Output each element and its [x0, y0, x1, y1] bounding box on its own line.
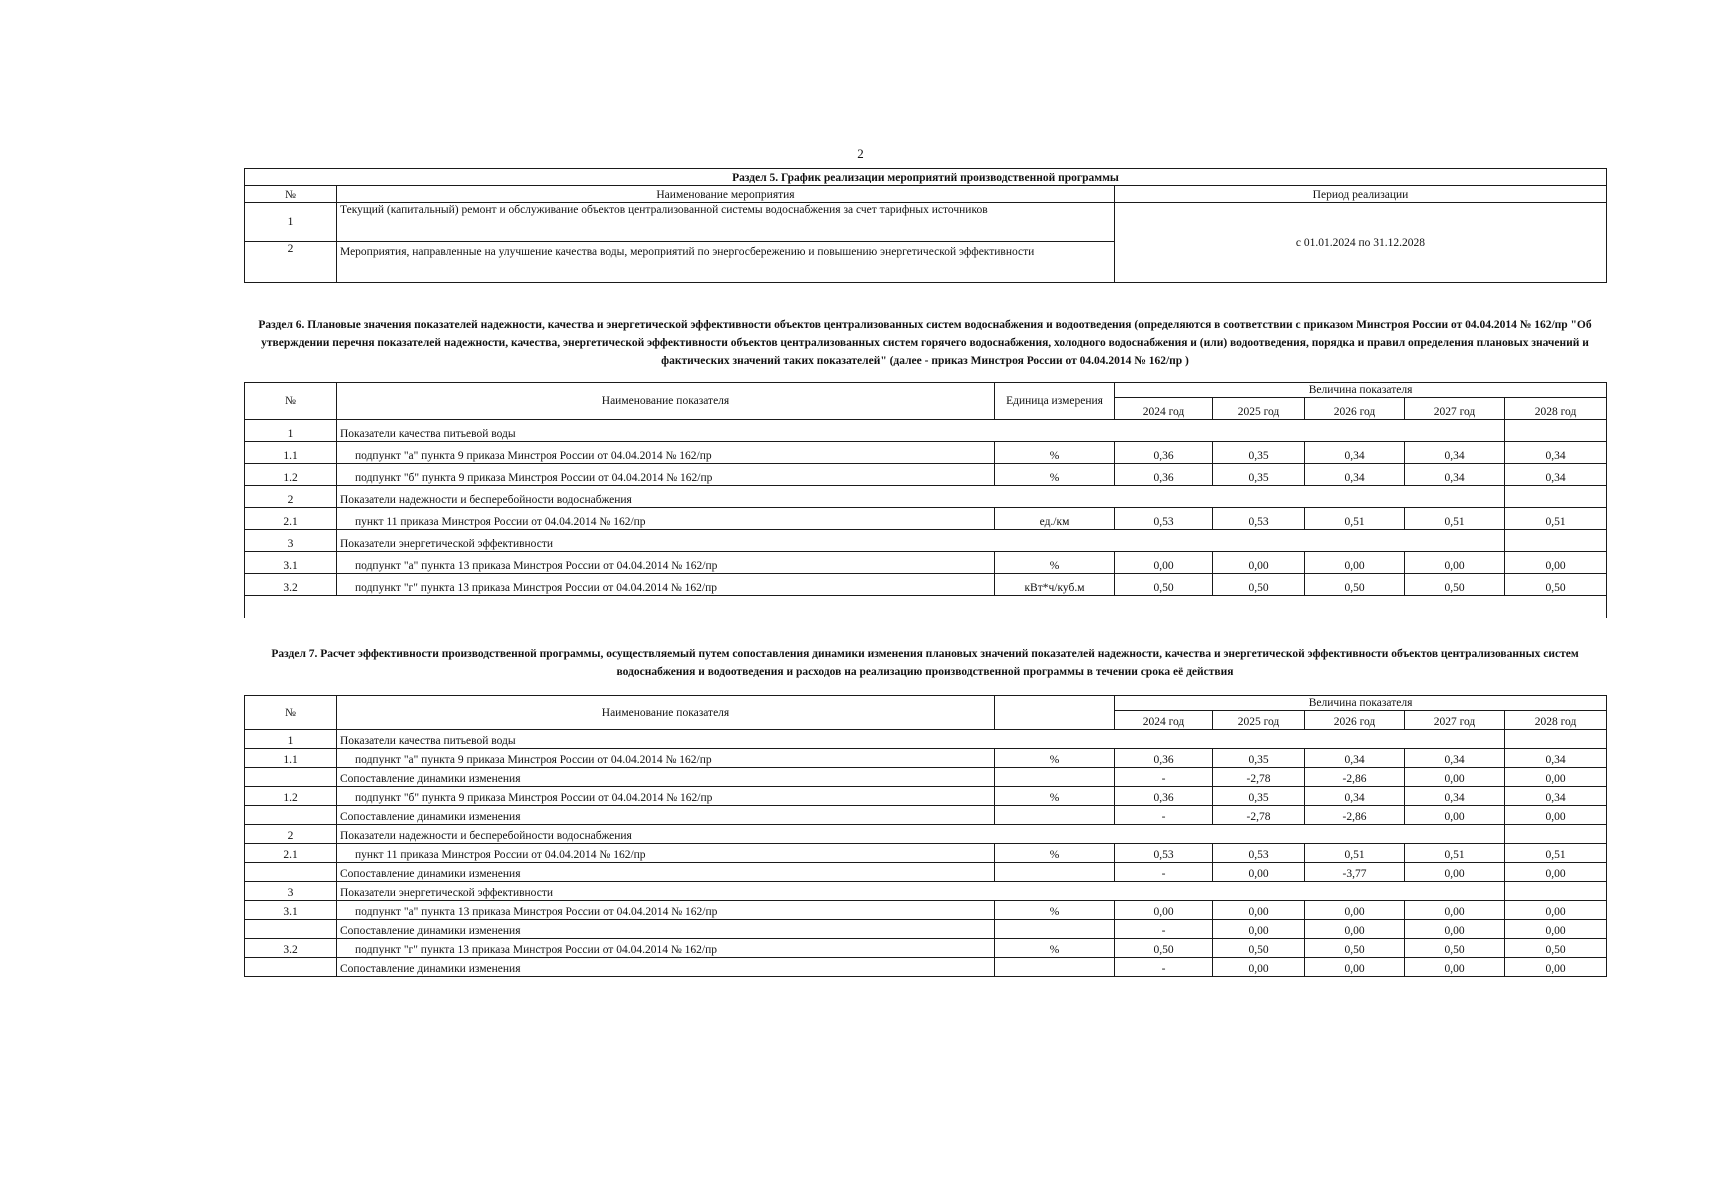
value-cell: -2,86 [1305, 806, 1405, 825]
row-number: 1.1 [245, 442, 337, 464]
section5-period: с 01.01.2024 по 31.12.2028 [1115, 203, 1607, 283]
value-cell: 0,00 [1213, 552, 1305, 574]
value-cell: 0,50 [1115, 939, 1213, 958]
value-cell: 0,00 [1305, 958, 1405, 977]
group-title: Показатели надежности и бесперебойности водоснабжения [337, 825, 1505, 844]
section6-col-num: № [245, 383, 337, 420]
section5-row-num: 2 [245, 242, 337, 283]
section7-year: 2028 год [1505, 711, 1607, 730]
section6-spacer [245, 596, 1607, 619]
unit-cell [995, 920, 1115, 939]
value-cell: -3,77 [1305, 863, 1405, 882]
unit-cell: % [995, 442, 1115, 464]
table-row [245, 863, 1607, 882]
value-cell: 0,00 [1405, 552, 1505, 574]
unit-cell [995, 806, 1115, 825]
page-number: 2 [857, 146, 864, 161]
row-number: 3 [245, 882, 337, 901]
table-row [245, 806, 1607, 825]
group-title: Показатели качества питьевой воды [337, 730, 1505, 749]
section7-title: Раздел 7. Расчет эффективности производственной программы, осуществляемый путем сопоставления динамики изменения плановых значений показателей надежности, качества и энергетической эффективности объектов централизованных систем водоснабжения и водоотведения и расходов на реализацию производственной программы в течении срока её действия [271, 648, 1579, 678]
empty-cell [1505, 730, 1607, 749]
value-cell: 0,35 [1213, 464, 1305, 486]
section6-col-value: Величина показателя [1115, 383, 1607, 398]
value-cell: 0,00 [1505, 958, 1607, 977]
table-row [245, 486, 1607, 508]
indicator-name: подпункт "г" пункта 13 приказа Минстроя России от 04.04.2014 № 162/пр [337, 574, 995, 596]
row-number: 1.2 [245, 464, 337, 486]
unit-cell: % [995, 787, 1115, 806]
value-cell: 0,00 [1505, 901, 1607, 920]
value-cell: 0,34 [1305, 464, 1405, 486]
unit-cell: % [995, 464, 1115, 486]
value-cell: 0,50 [1405, 574, 1505, 596]
value-cell: 0,34 [1405, 787, 1505, 806]
section7-body [245, 730, 1607, 977]
row-number: 3.2 [245, 939, 337, 958]
value-cell: 0,50 [1405, 939, 1505, 958]
value-cell: 0,00 [1305, 552, 1405, 574]
section5-table [244, 168, 1607, 283]
group-title: Показатели энергетической эффективности [337, 530, 1505, 552]
section5-row-num: 1 [245, 203, 337, 242]
table-row [245, 574, 1607, 596]
value-cell: 0,34 [1505, 442, 1607, 464]
unit-cell: % [995, 749, 1115, 768]
table-row [245, 420, 1607, 442]
row-number: 1 [245, 730, 337, 749]
value-cell: 0,35 [1213, 787, 1305, 806]
empty-cell [1505, 530, 1607, 552]
unit-cell: кВт*ч/куб.м [995, 574, 1115, 596]
table-row [245, 552, 1607, 574]
indicator-name: Сопоставление динамики изменения [337, 863, 995, 882]
value-cell: 0,00 [1213, 863, 1305, 882]
empty-cell [1505, 825, 1607, 844]
row-number: 3.1 [245, 901, 337, 920]
value-cell: 0,34 [1305, 442, 1405, 464]
section6-year: 2025 год [1213, 398, 1305, 420]
value-cell: 0,34 [1405, 749, 1505, 768]
value-cell: 0,35 [1213, 442, 1305, 464]
section7-table [244, 695, 1607, 977]
section7-col-value: Величина показателя [1115, 696, 1607, 711]
indicator-name: Сопоставление динамики изменения [337, 958, 995, 977]
row-number: 2 [245, 825, 337, 844]
value-cell: 0,50 [1305, 574, 1405, 596]
table-row [245, 901, 1607, 920]
value-cell: 0,00 [1405, 958, 1505, 977]
value-cell: 0,51 [1405, 844, 1505, 863]
value-cell: 0,36 [1115, 787, 1213, 806]
value-cell: 0,50 [1213, 574, 1305, 596]
section5-col-num: № [245, 186, 337, 203]
indicator-name: подпункт "а" пункта 9 приказа Минстроя России от 04.04.2014 № 162/пр [337, 442, 995, 464]
value-cell: 0,34 [1305, 787, 1405, 806]
value-cell: 0,51 [1505, 508, 1607, 530]
row-number: 2.1 [245, 844, 337, 863]
table-row [245, 530, 1607, 552]
unit-cell [995, 958, 1115, 977]
table-row [245, 939, 1607, 958]
value-cell: 0,00 [1505, 863, 1607, 882]
section7-year: 2024 год [1115, 711, 1213, 730]
indicator-name: подпункт "б" пункта 9 приказа Минстроя России от 04.04.2014 № 162/пр [337, 787, 995, 806]
table-row [245, 442, 1607, 464]
group-title: Показатели энергетической эффективности [337, 882, 1505, 901]
row-number: 3.1 [245, 552, 337, 574]
value-cell: 0,34 [1505, 749, 1607, 768]
table-row [245, 730, 1607, 749]
value-cell: 0,35 [1213, 749, 1305, 768]
table-row [245, 787, 1607, 806]
unit-cell: % [995, 939, 1115, 958]
value-cell: 0,34 [1405, 442, 1505, 464]
value-cell: 0,50 [1305, 939, 1405, 958]
row-number: 3.2 [245, 574, 337, 596]
value-cell: 0,00 [1405, 768, 1505, 787]
value-cell: 0,00 [1305, 901, 1405, 920]
row-number [245, 863, 337, 882]
value-cell: 0,51 [1505, 844, 1607, 863]
unit-cell: ед./км [995, 508, 1115, 530]
section5-row-name: Мероприятия, направленные на улучшение качества воды, мероприятий по энергосбережению и повышению энергетической эффективности [337, 242, 1115, 283]
section5-col-period: Период реализации [1115, 186, 1607, 203]
indicator-name: подпункт "а" пункта 9 приказа Минстроя России от 04.04.2014 № 162/пр [337, 749, 995, 768]
row-number: 1.1 [245, 749, 337, 768]
table-row [245, 882, 1607, 901]
value-cell: 0,00 [1405, 901, 1505, 920]
value-cell: 0,34 [1505, 787, 1607, 806]
value-cell: 0,53 [1213, 844, 1305, 863]
value-cell: - [1115, 768, 1213, 787]
section6-col-unit: Единица измерения [995, 383, 1115, 420]
value-cell: 0,36 [1115, 442, 1213, 464]
value-cell: 0,00 [1213, 901, 1305, 920]
value-cell: -2,78 [1213, 806, 1305, 825]
indicator-name: подпункт "б" пункта 9 приказа Минстроя России от 04.04.2014 № 162/пр [337, 464, 995, 486]
section5-col-name: Наименование мероприятия [337, 186, 1115, 203]
value-cell: 0,00 [1405, 806, 1505, 825]
value-cell: - [1115, 920, 1213, 939]
value-cell: 0,50 [1505, 574, 1607, 596]
value-cell: 0,50 [1213, 939, 1305, 958]
section6-col-name: Наименование показателя [337, 383, 995, 420]
section6-table [244, 382, 1607, 618]
value-cell: 0,51 [1305, 508, 1405, 530]
section5-title: Раздел 5. График реализации мероприятий производственной программы [245, 169, 1607, 186]
table-row [245, 844, 1607, 863]
value-cell: 0,50 [1505, 939, 1607, 958]
empty-cell [1505, 486, 1607, 508]
section7-year: 2026 год [1305, 711, 1405, 730]
empty-cell [1505, 882, 1607, 901]
value-cell: 0,53 [1115, 844, 1213, 863]
indicator-name: пункт 11 приказа Минстроя России от 04.04.2014 № 162/пр [337, 508, 995, 530]
value-cell: 0,00 [1405, 920, 1505, 939]
value-cell: 0,36 [1115, 464, 1213, 486]
indicator-name: подпункт "г" пункта 13 приказа Минстроя России от 04.04.2014 № 162/пр [337, 939, 995, 958]
indicator-name: подпункт "а" пункта 13 приказа Минстроя России от 04.04.2014 № 162/пр [337, 552, 995, 574]
value-cell: - [1115, 958, 1213, 977]
row-number [245, 806, 337, 825]
value-cell: 0,00 [1505, 768, 1607, 787]
section7-col-name: Наименование показателя [337, 696, 995, 730]
value-cell: 0,36 [1115, 749, 1213, 768]
value-cell: 0,00 [1505, 920, 1607, 939]
section7-col-num: № [245, 696, 337, 730]
value-cell: 0,53 [1115, 508, 1213, 530]
empty-cell [1505, 420, 1607, 442]
value-cell: -2,78 [1213, 768, 1305, 787]
indicator-name: Сопоставление динамики изменения [337, 920, 995, 939]
value-cell: 0,34 [1405, 464, 1505, 486]
value-cell: 0,00 [1505, 806, 1607, 825]
value-cell: 0,53 [1213, 508, 1305, 530]
table-row [245, 825, 1607, 844]
indicator-name: Сопоставление динамики изменения [337, 768, 995, 787]
group-title: Показатели качества питьевой воды [337, 420, 1505, 442]
value-cell: 0,50 [1115, 574, 1213, 596]
group-title: Показатели надежности и бесперебойности водоснабжения [337, 486, 1505, 508]
row-number: 2 [245, 486, 337, 508]
value-cell: - [1115, 806, 1213, 825]
section6-year: 2026 год [1305, 398, 1405, 420]
value-cell: 0,51 [1405, 508, 1505, 530]
unit-cell [995, 863, 1115, 882]
section7-year: 2025 год [1213, 711, 1305, 730]
value-cell: 0,00 [1115, 552, 1213, 574]
indicator-name: подпункт "а" пункта 13 приказа Минстроя России от 04.04.2014 № 162/пр [337, 901, 995, 920]
row-number [245, 920, 337, 939]
unit-cell [995, 768, 1115, 787]
value-cell: 0,00 [1115, 901, 1213, 920]
value-cell: 0,34 [1305, 749, 1405, 768]
section6-year: 2028 год [1505, 398, 1607, 420]
section6-title: Раздел 6. Плановые значения показателей надежности, качества и энергетической эффективности объектов централизованных систем водоснабжения и водоотведения (определяются в соответствии с приказом Минстроя России от 04.04.2014 № 162/пр "Об утверждении перечня показателей надежности, качества, энергетической эффективности объектов централизованных систем горячего водоснабжения, холодного водоснабжения и (или) водоотведения, порядка и правил определения плановых значений и фактических значений таких показателей" (далее - приказ Минстроя России от 04.04.2014 № 162/пр ) [258, 319, 1592, 367]
unit-cell: % [995, 552, 1115, 574]
row-number [245, 958, 337, 977]
table-row [245, 749, 1607, 768]
row-number: 2.1 [245, 508, 337, 530]
section7-year: 2027 год [1405, 711, 1505, 730]
value-cell: 0,00 [1405, 863, 1505, 882]
unit-cell: % [995, 901, 1115, 920]
value-cell: 0,00 [1213, 920, 1305, 939]
value-cell: 0,00 [1213, 958, 1305, 977]
table-row [245, 508, 1607, 530]
value-cell: -2,86 [1305, 768, 1405, 787]
row-number [245, 768, 337, 787]
value-cell: 0,00 [1305, 920, 1405, 939]
table-row [245, 768, 1607, 787]
section6-year: 2024 год [1115, 398, 1213, 420]
section6-year: 2027 год [1405, 398, 1505, 420]
indicator-name: пункт 11 приказа Минстроя России от 04.04.2014 № 162/пр [337, 844, 995, 863]
row-number: 1.2 [245, 787, 337, 806]
unit-cell: % [995, 844, 1115, 863]
section5-row-name: Текущий (капитальный) ремонт и обслуживание объектов централизованной системы водоснабжения за счет тарифных источников [337, 203, 1115, 242]
section6-body [245, 420, 1607, 596]
table-row [245, 464, 1607, 486]
value-cell: 0,00 [1505, 552, 1607, 574]
indicator-name: Сопоставление динамики изменения [337, 806, 995, 825]
value-cell: 0,51 [1305, 844, 1405, 863]
section7-col-unit [995, 696, 1115, 730]
value-cell: 0,34 [1505, 464, 1607, 486]
row-number: 3 [245, 530, 337, 552]
table-row [245, 920, 1607, 939]
row-number: 1 [245, 420, 337, 442]
table-row [245, 958, 1607, 977]
value-cell: - [1115, 863, 1213, 882]
